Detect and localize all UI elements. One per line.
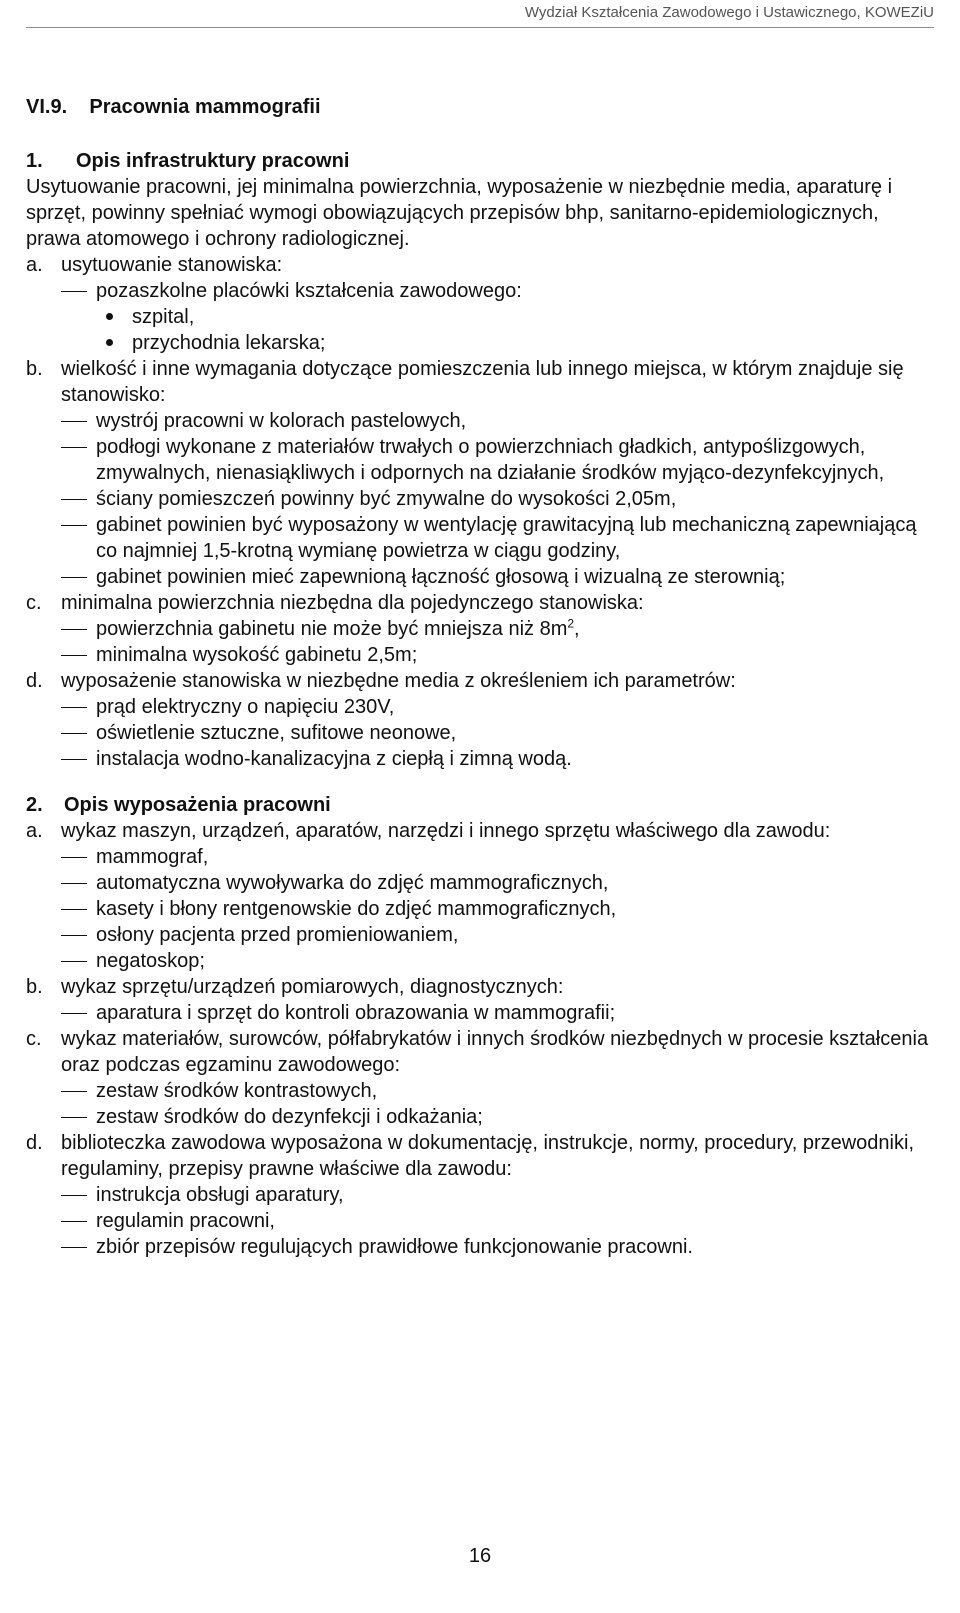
- superscript: 2: [567, 616, 575, 631]
- dash-item: gabinet powinien mieć zapewnioną łączność głosową i wizualną ze sterownią;: [26, 564, 936, 590]
- section-1-intro: Usytuowanie pracowni, jej minimalna powierzchnia, wyposażenie w niezbędnie media, aparaturę i sprzęt, powinny spełniać wymogi obowiązujących przepisów bhp, sanitarno-epidemiologicznych, prawa atomowego i ochrony radiologicznej.: [26, 176, 893, 250]
- list-item-2d: d. biblioteczka zawodowa wyposażona w dokumentację, instrukcje, normy, procedury, przewodniki, regulaminy, przepisy prawne właściwe dla zawodu:: [26, 1132, 914, 1180]
- list-item-1b: b. wielkość i inne wymagania dotyczące pomieszczenia lub innego miejsca, w którym znajduje się stanowisko:: [26, 358, 904, 406]
- document-body: [26, 94, 936, 1260]
- dash-item: automatyczna wywoływarka do zdjęć mammograficznych,: [26, 870, 936, 896]
- header-divider: [26, 27, 934, 28]
- list-item-1c: c. minimalna powierzchnia niezbędna dla pojedynczego stanowiska:: [26, 592, 644, 614]
- section-1-heading: Opis infrastruktury pracowni: [76, 150, 350, 172]
- list-item-2b: b. wykaz sprzętu/urządzeń pomiarowych, diagnostycznych:: [26, 976, 564, 998]
- dash-item: prąd elektryczny o napięciu 230V,: [26, 694, 936, 720]
- dash-item: gabinet powinien być wyposażony w wentylację grawitacyjną lub mechaniczną zapewniającą co najmniej 1,5-krotną wymianę powietrza w ciągu godziny,: [26, 512, 936, 564]
- dash-item: wystrój pracowni w kolorach pastelowych,: [26, 408, 936, 434]
- bullet-item: szpital,: [26, 304, 936, 330]
- section-1-number: 1.: [26, 150, 43, 172]
- dash-item: oświetlenie sztuczne, sufitowe neonowe,: [26, 720, 936, 746]
- dash-item: zestaw środków kontrastowych,: [26, 1078, 936, 1104]
- dash-item: powierzchnia gabinetu nie może być mniejsza niż $8m^2$,: [26, 616, 936, 642]
- dash-item: instrukcja obsługi aparatury,: [26, 1182, 936, 1208]
- list-item-1a: a. usytuowanie stanowiska:: [26, 254, 283, 276]
- dash-item: zestaw środków do dezynfekcji i odkażania;: [26, 1104, 936, 1130]
- page-header: Wydział Kształcenia Zawodowego i Ustawicznego, KOWEZiU: [524, 4, 934, 21]
- dash-item: regulamin pracowni,: [26, 1208, 936, 1234]
- dash-item: aparatura i sprzęt do kontroli obrazowania w mammografii;: [26, 1000, 936, 1026]
- list-item-1d: d. wyposażenie stanowiska w niezbędne media z określeniem ich parametrów:: [26, 670, 736, 692]
- dash-item: pozaszkolne placówki kształcenia zawodowego:: [26, 278, 936, 304]
- dash-item: mammograf,: [26, 844, 936, 870]
- bullet-item: przychodnia lekarska;: [26, 330, 936, 356]
- list-item-2a: a. wykaz maszyn, urządzeń, aparatów, narzędzi i innego sprzętu właściwego dla zawodu:: [26, 820, 831, 842]
- dash-item: negatoskop;: [26, 948, 936, 974]
- section-1-title: [26, 148, 936, 174]
- dash-item: kasety i błony rentgenowskie do zdjęć mammograficznych,: [26, 896, 936, 922]
- dash-item: minimalna wysokość gabinetu 2,5m;: [26, 642, 936, 668]
- list-item-2c: c. wykaz materiałów, surowców, półfabrykatów i innych środków niezbędnych w procesie kształcenia oraz podczas egzaminu zawodowego:: [26, 1028, 929, 1076]
- dash-item: osłony pacjenta przed promieniowaniem,: [26, 922, 936, 948]
- section-2-heading: Opis wyposażenia pracowni: [64, 794, 331, 816]
- page-title: VI.9. Pracownia mammografii: [26, 96, 321, 118]
- section-2-title: [26, 792, 936, 818]
- section-2-number: 2.: [26, 794, 43, 816]
- dash-item: podłogi wykonane z materiałów trwałych o powierzchniach gładkich, antypoślizgowych, zmywalnych, nienasiąkliwych i odpornych na działanie środków myjąco-dezynfekcyjnych,: [26, 434, 936, 486]
- dash-item: ściany pomieszczeń powinny być zmywalne do wysokości 2,05m,: [26, 486, 936, 512]
- dash-item: instalacja wodno-kanalizacyjna z ciepłą i zimną wodą.: [26, 746, 936, 772]
- page-number: 16: [468, 1545, 492, 1567]
- dash-item: zbiór przepisów regulujących prawidłowe funkcjonowanie pracowni.: [26, 1234, 936, 1260]
